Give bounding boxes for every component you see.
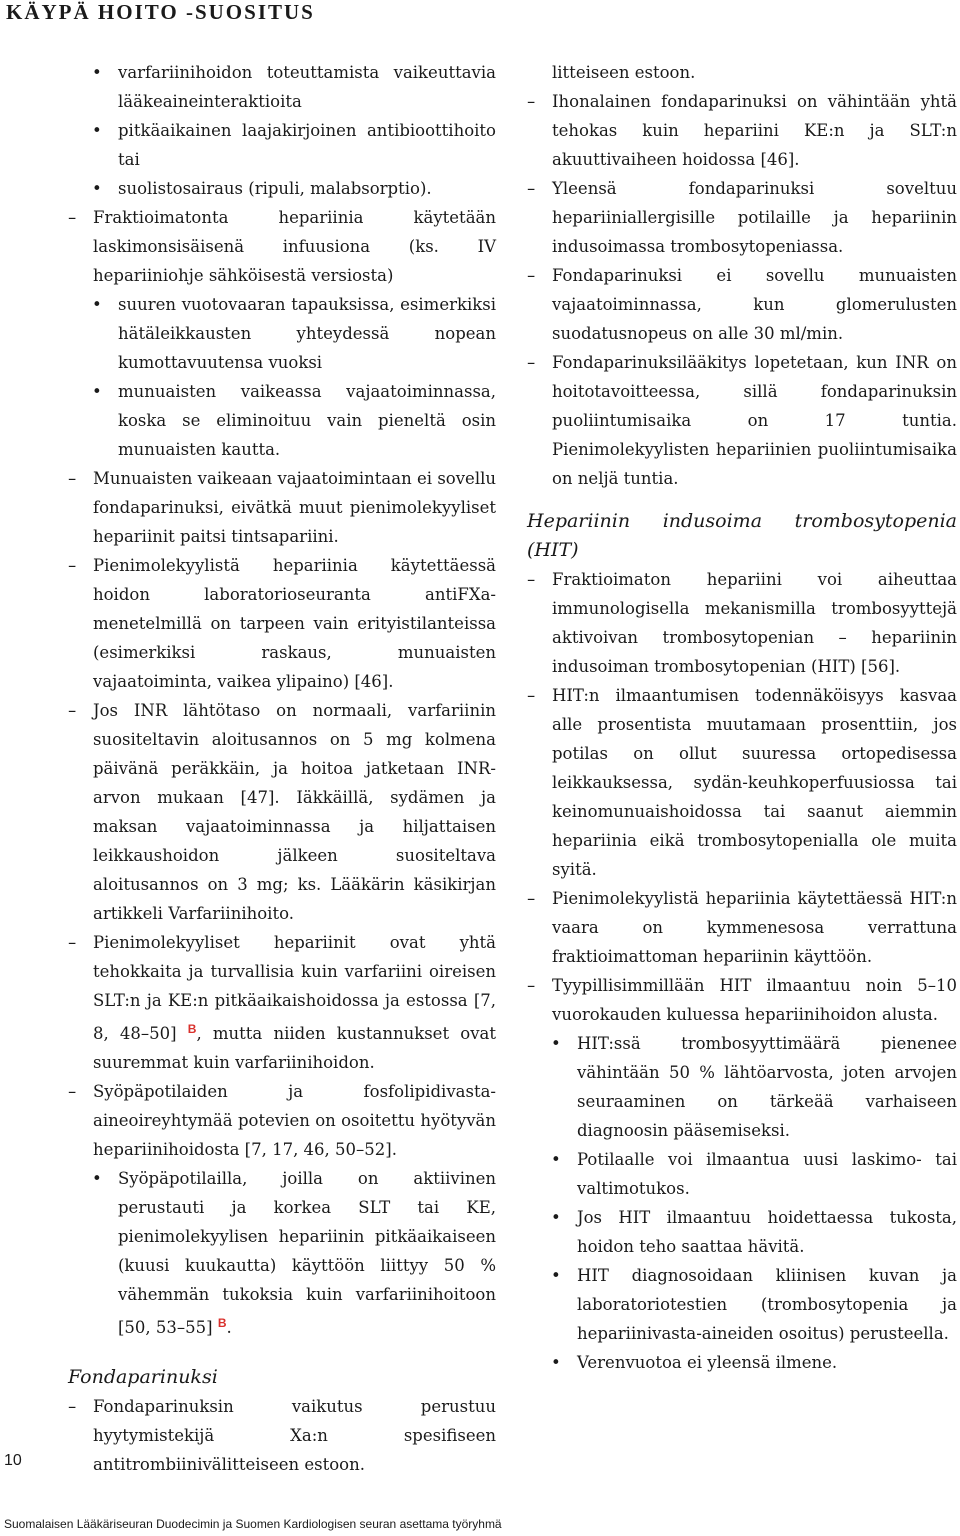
right-column — [527, 58, 957, 1377]
list-item: • Verenvuotoa ei yleensä ilmene. — [527, 1348, 957, 1377]
list-item: – Jos INR lähtötaso on normaali, varfariinin suositeltavin aloitusannos on 5 mg kolmena päivänä peräkkäin, ja hoitoa jatketaan INR-arvon mukaan [47]. Iäkkäillä, sydämen ja maksan vajaatoiminnassa ja hiljattaisen leikkaushoidon jälkeen suositeltava aloitusannos on 3 mg; ks. Lääkärin käsikirjan artikkeli Varfariinihoito. — [68, 696, 496, 928]
list-item: – Munuaisten vaikeaan vajaatoimintaan ei sovellu fondaparinuksi, eivätkä muut pienimolekyyliset hepariinit paitsi tintsapariini. — [68, 464, 496, 551]
list-item: – Ihonalainen fondaparinuksi on vähintään yhtä tehokas kuin hepariini KE:n ja SLT:n akuuttivaiheen hoidossa [46]. — [527, 87, 957, 174]
list-item: – Yleensä fondaparinuksi soveltuu hepariiniallergisille potilaille ja hepariinin indusoimassa trombosytopeniassa. — [527, 174, 957, 261]
list-item: – Fondaparinuksilääkitys lopetetaan, kun INR on hoitotavoitteessa, sillä fondaparinuksin puoliintumisaika on 17 tuntia. Pienimolekyylisten hepariinien puoliintumisaika on neljä tuntia. — [527, 348, 957, 493]
list-item: • varfariinihoidon toteuttamista vaikeuttavia lääkeaineinteraktioita — [68, 58, 496, 116]
list-item: – Fondaparinuksin vaikutus perustuu hyytymistekijä Xa:n spesifiseen antitrombiinivälitteiseen estoon. — [68, 1392, 496, 1450]
list-item-text: Pienimolekyyliset hepariinit ovat yhtä tehokkaita ja turvallisia kuin varfariini oireisen SLT:n ja KE:n pitkäaikaishoidossa ja estossa [7, 8, 48–50] — [93, 933, 496, 1043]
section-heading-hit: Hepariinin indusoima trombosytopenia (HIT) — [527, 510, 957, 561]
list-item-continuation: litteiseen estoon. — [552, 63, 696, 82]
list-item — [68, 928, 496, 1077]
list-item — [68, 1164, 496, 1342]
list-item: – Fondaparinuksi ei sovellu munuaisten vajaatoiminnassa, kun glomerulusten suodatusnopeus on alle 30 ml/min. — [527, 261, 957, 348]
page-header: KÄYPÄ HOITO -SUOSITUS — [6, 0, 315, 24]
page-footer: Suomalaisen Lääkäriseuran Duodecimin ja Suomen Kardiologisen seuran asettama työryhmä — [4, 1517, 502, 1531]
list-item: • HIT:ssä trombosyyttimäärä pienenee vähintään 50 % lähtöarvosta, joten arvojen seuraaminen on tärkeää varhaiseen diagnoosin pääsemiseksi. — [527, 1029, 957, 1145]
list-item: – Pienimolekyylistä hepariinia käytettäessä HIT:n vaara on kymmenesosa verrattuna fraktioimattoman hepariinin käyttöön. — [527, 884, 957, 971]
list-item: – Syöpäpotilaiden ja fosfolipidivasta-aineoireyhtymää potevien on osoitettu hyötyvän hepariinihoidosta [7, 17, 46, 50–52]. — [68, 1077, 496, 1164]
list-item: – Fraktioimatonta hepariinia käytetään laskimonsisäisenä infuusiona (ks. IV hepariiniohje sähköisestä versiosta) — [68, 203, 496, 290]
list-item: • suolistosairaus (ripuli, malabsorptio). — [68, 174, 496, 203]
list-item: • munuaisten vaikeassa vajaatoiminnassa, koska se eliminoituu vain pieneltä osin munuaisten kautta. — [68, 377, 496, 464]
evidence-grade-badge: B — [217, 1316, 227, 1330]
list-item: • HIT diagnosoidaan kliinisen kuvan ja laboratoriotestien (trombosytopenia ja hepariinivasta-aineiden osoitus) perusteella. — [527, 1261, 957, 1348]
list-item-text: . — [226, 1318, 232, 1337]
evidence-grade-badge: B — [187, 1022, 197, 1036]
list-item: • suuren vuotovaaran tapauksissa, esimerkiksi hätäleikkausten yhteydessä nopean kumottavuutensa vuoksi — [68, 290, 496, 377]
section-heading-fondaparinuksi: Fondaparinuksi — [68, 1366, 218, 1388]
left-column — [68, 58, 496, 1474]
list-item-text: , mutta niiden kustannukset ovat suuremmat kuin varfariinihoidon. — [93, 1024, 496, 1072]
list-item: – Tyypillisimmillään HIT ilmaantuu noin 5–10 vuorokauden kuluessa hepariinihoidon alusta. — [527, 971, 957, 1029]
list-item: – HIT:n ilmaantumisen todennäköisyys kasvaa alle prosentista muutamaan prosenttiin, jos potilas on ollut suuressa ortopedisessa leikkauksessa, sydän-keuhkoperfuusiossa tai keinomunuaishoidossa tai saanut aiemmin hepariinia eikä trombosytopenialla ole muita syitä. — [527, 681, 957, 884]
page-number: 10 — [4, 1452, 22, 1469]
list-item: • pitkäaikainen laajakirjoinen antibioottihoito tai — [68, 116, 496, 174]
list-item: – Fraktioimaton hepariini voi aiheuttaa immunologisella mekanismilla trombosyyttejä aktivoivan trombosytopenian – hepariinin indusoiman trombosytopenian (HIT) [56]. — [527, 565, 957, 681]
list-item: • Jos HIT ilmaantuu hoidettaessa tukosta, hoidon teho saattaa hävitä. — [527, 1203, 957, 1261]
list-item-text: Syöpäpotilailla, joilla on aktiivinen perustauti ja korkea SLT tai KE, pienimolekyylisen hepariinin pitkäaikaiseen (kuusi kuukautta) käyttöön liittyy 50 % vähemmän tukoksia kuin varfariinihoitoon [50, 53–55] — [118, 1169, 496, 1337]
list-item: • Potilaalle voi ilmaantua uusi laskimo- tai valtimotukos. — [527, 1145, 957, 1203]
list-item: – Pienimolekyylistä hepariinia käytettäessä hoidon laboratorioseuranta antiFXa-menetelmillä on tarpeen vain erityistilanteissa (esimerkiksi raskaus, munuaisten vajaatoiminta, vaikea ylipaino) [46]. — [68, 551, 496, 696]
